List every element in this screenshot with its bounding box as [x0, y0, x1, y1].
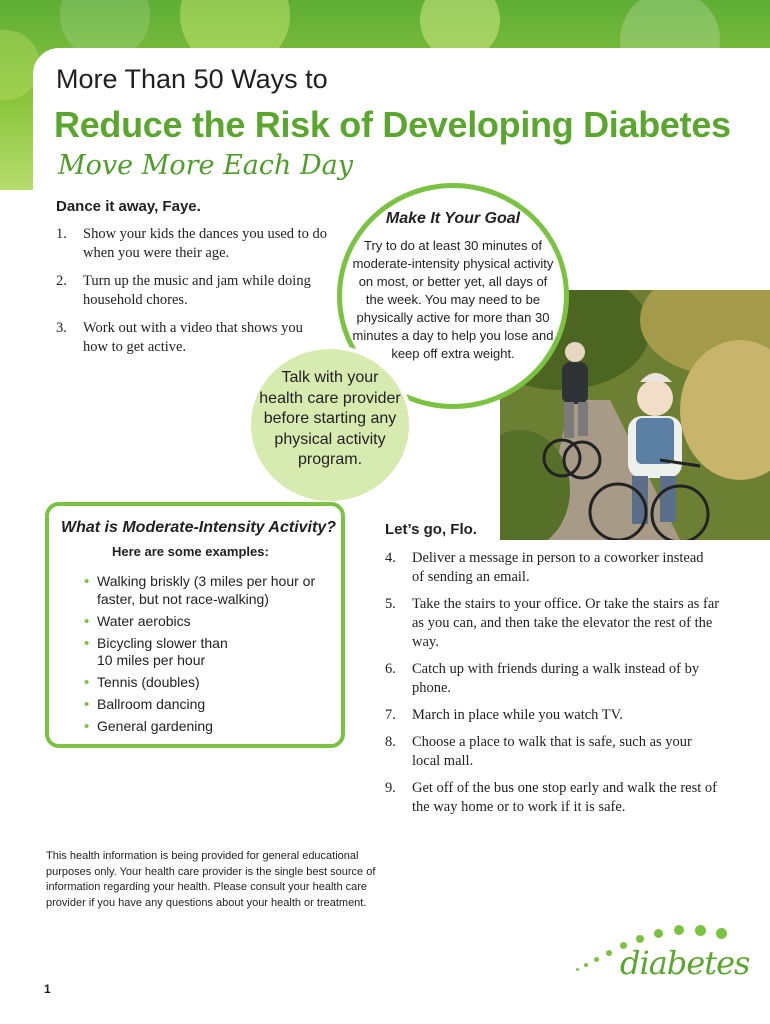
item-text: Get off of the bus one stop early and walk the rest of the way home or to work if it is safe.	[412, 780, 717, 815]
item-number: 7.	[385, 707, 396, 723]
item-number: 5.	[385, 596, 396, 612]
list-item	[385, 706, 720, 725]
talk-text: Talk with your health care provider before starting any physical activity program.	[259, 369, 401, 468]
list-item	[385, 779, 720, 817]
logo-dot	[695, 925, 706, 936]
item-text: Choose a place to walk that is safe, such as your local mall.	[412, 734, 692, 769]
list-item: • Bicycling slower than 10 miles per hour	[84, 635, 244, 670]
logo-dot	[674, 925, 684, 935]
logo-dot	[636, 935, 644, 943]
logo-dot	[654, 929, 663, 938]
list-item: • Walking briskly (3 miles per hour or faster, but not race-walking)	[84, 573, 319, 608]
logo-dot	[576, 968, 579, 971]
section-heading-flo: Let’s go, Flo.	[385, 521, 477, 538]
list-item	[385, 660, 700, 698]
moderate-title: What is Moderate-Intensity Activity?	[61, 519, 336, 536]
item-text: Catch up with friends during a walk instead of by phone.	[412, 661, 700, 696]
page-number: 1	[44, 982, 51, 996]
list-item	[385, 549, 705, 587]
list-item	[385, 595, 720, 652]
item-number: 2.	[56, 273, 67, 289]
list-item	[56, 272, 341, 310]
item-text: Deliver a message in person to a coworker instead of sending an email.	[412, 550, 704, 585]
moderate-examples-list	[84, 573, 319, 740]
logo-text: diabetes	[620, 944, 750, 982]
moderate-subtitle: Here are some examples:	[112, 544, 269, 559]
list-item: • Ballroom dancing	[84, 696, 319, 714]
item-text: March in place while you watch TV.	[412, 707, 623, 723]
goal-title: Make It Your Goal	[385, 210, 521, 227]
item-number: 8.	[385, 734, 396, 750]
item-number: 6.	[385, 661, 396, 677]
list-item	[56, 319, 316, 357]
item-number: 9.	[385, 780, 396, 796]
page-pretitle: More Than 50 Ways to	[56, 64, 328, 94]
section-heading-faye: Dance it away, Faye.	[56, 198, 201, 215]
flo-list	[385, 549, 720, 825]
faye-list	[56, 225, 341, 365]
item-text: Turn up the music and jam while doing household chores.	[83, 273, 311, 308]
logo-dot	[584, 963, 588, 967]
page-tagline: Move More Each Day	[58, 150, 353, 181]
logo-dot	[716, 928, 727, 939]
page-title: Reduce the Risk of Developing Diabetes	[54, 104, 731, 145]
list-item: • General gardening	[84, 718, 319, 736]
item-text: Work out with a video that shows you how to get active.	[83, 320, 303, 355]
item-text: Show your kids the dances you used to do when you were their age.	[83, 226, 328, 261]
goal-text: Try to do at least 30 minutes of moderate-intensity physical activity on most, or better yet, all days of the week. You may need to be physically active for more than 30 minutes a day to help you lose and keep off extra weight.	[352, 238, 554, 361]
item-number: 3.	[56, 320, 67, 336]
item-text: Take the stairs to your office. Or take the stairs as far as you can, and then take the elevator the rest of the way.	[412, 596, 720, 650]
logo-dot	[606, 950, 612, 956]
item-number: 1.	[56, 226, 67, 242]
list-item	[56, 225, 341, 263]
logo-dot	[594, 957, 599, 962]
list-item: • Tennis (doubles)	[84, 674, 319, 692]
disclaimer: This health information is being provided for general educational purposes only. Your health care provider is the single best source of information regarding your health. Please consult your health care provider if you have any questions about your health or treatment.	[46, 850, 376, 909]
item-number: 4.	[385, 550, 396, 566]
list-item	[385, 733, 705, 771]
list-item: • Water aerobics	[84, 613, 319, 631]
